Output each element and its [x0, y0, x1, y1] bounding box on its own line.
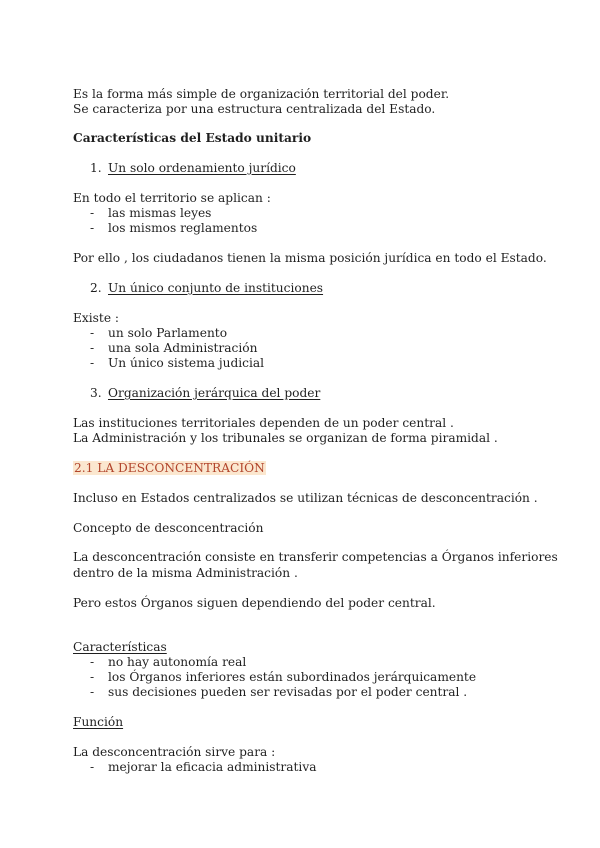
bullet-dash: - [90, 341, 95, 355]
item-3-number: 3. [90, 386, 102, 400]
section-2-1-highlight: 2.1 LA DESCONCENTRACIÓN [74, 461, 265, 475]
item-2-title: Un único conjunto de instituciones [108, 281, 324, 295]
item-2-number: 2. [90, 281, 102, 295]
caracteristicas-heading: Características [73, 640, 167, 654]
concept-text-1: La desconcentración consiste en transferir competencias a Órganos inferiores [73, 550, 558, 564]
intro-line-2: Se caracteriza por una estructura centralizada del Estado. [73, 102, 436, 116]
item-1-number: 1. [90, 161, 102, 175]
item-1-bullet-1: las mismas leyes [108, 206, 212, 220]
concept-heading: Concepto de desconcentración [73, 521, 264, 535]
item-3-line-1: Las instituciones territoriales dependen de un poder central . [73, 416, 454, 430]
caracteristicas-bullet-2: los Órganos inferiores están subordinados jerárquicamente [108, 670, 477, 684]
section-2-1-heading [73, 461, 266, 476]
funcion-lead: La desconcentración sirve para : [73, 745, 276, 759]
bullet-dash: - [90, 206, 95, 220]
item-2-lead: Existe : [73, 311, 120, 325]
item-1-lead: En todo el territorio se aplican : [73, 191, 271, 205]
item-1-title: Un solo ordenamiento jurídico [108, 161, 296, 175]
item-2-bullet-2: una sola Administración [108, 341, 258, 355]
bullet-dash: - [90, 670, 95, 684]
bullet-dash: - [90, 655, 95, 669]
bullet-dash: - [90, 685, 95, 699]
caracteristicas-bullet-1: no hay autonomía real [108, 655, 247, 669]
funcion-heading: Función [73, 715, 124, 729]
item-3-title: Organización jerárquica del poder [108, 386, 321, 400]
concept-text-2: dentro de la misma Administración . [73, 566, 298, 580]
heading-characteristics: Características del Estado unitario [73, 131, 312, 145]
funcion-bullet-1: mejorar la eficacia administrativa [108, 760, 317, 774]
bullet-dash: - [90, 221, 95, 235]
item-1-bullet-2: los mismos reglamentos [108, 221, 258, 235]
item-2-bullet-3: Un único sistema judicial [108, 356, 265, 370]
bullet-dash: - [90, 760, 95, 774]
desconcentracion-intro: Incluso en Estados centralizados se utilizan técnicas de desconcentración . [73, 491, 538, 505]
concept-after: Pero estos Órganos siguen dependiendo del poder central. [73, 596, 436, 610]
caracteristicas-bullet-3: sus decisiones pueden ser revisadas por el poder central . [108, 685, 468, 699]
item-2-bullet-1: un solo Parlamento [108, 326, 228, 340]
bullet-dash: - [90, 326, 95, 340]
item-3-line-2: La Administración y los tribunales se organizan de forma piramidal . [73, 431, 498, 445]
intro-line-1: Es la forma más simple de organización territorial del poder. [73, 87, 450, 101]
item-1-after: Por ello , los ciudadanos tienen la misma posición jurídica en todo el Estado. [73, 251, 547, 265]
bullet-dash: - [90, 356, 95, 370]
